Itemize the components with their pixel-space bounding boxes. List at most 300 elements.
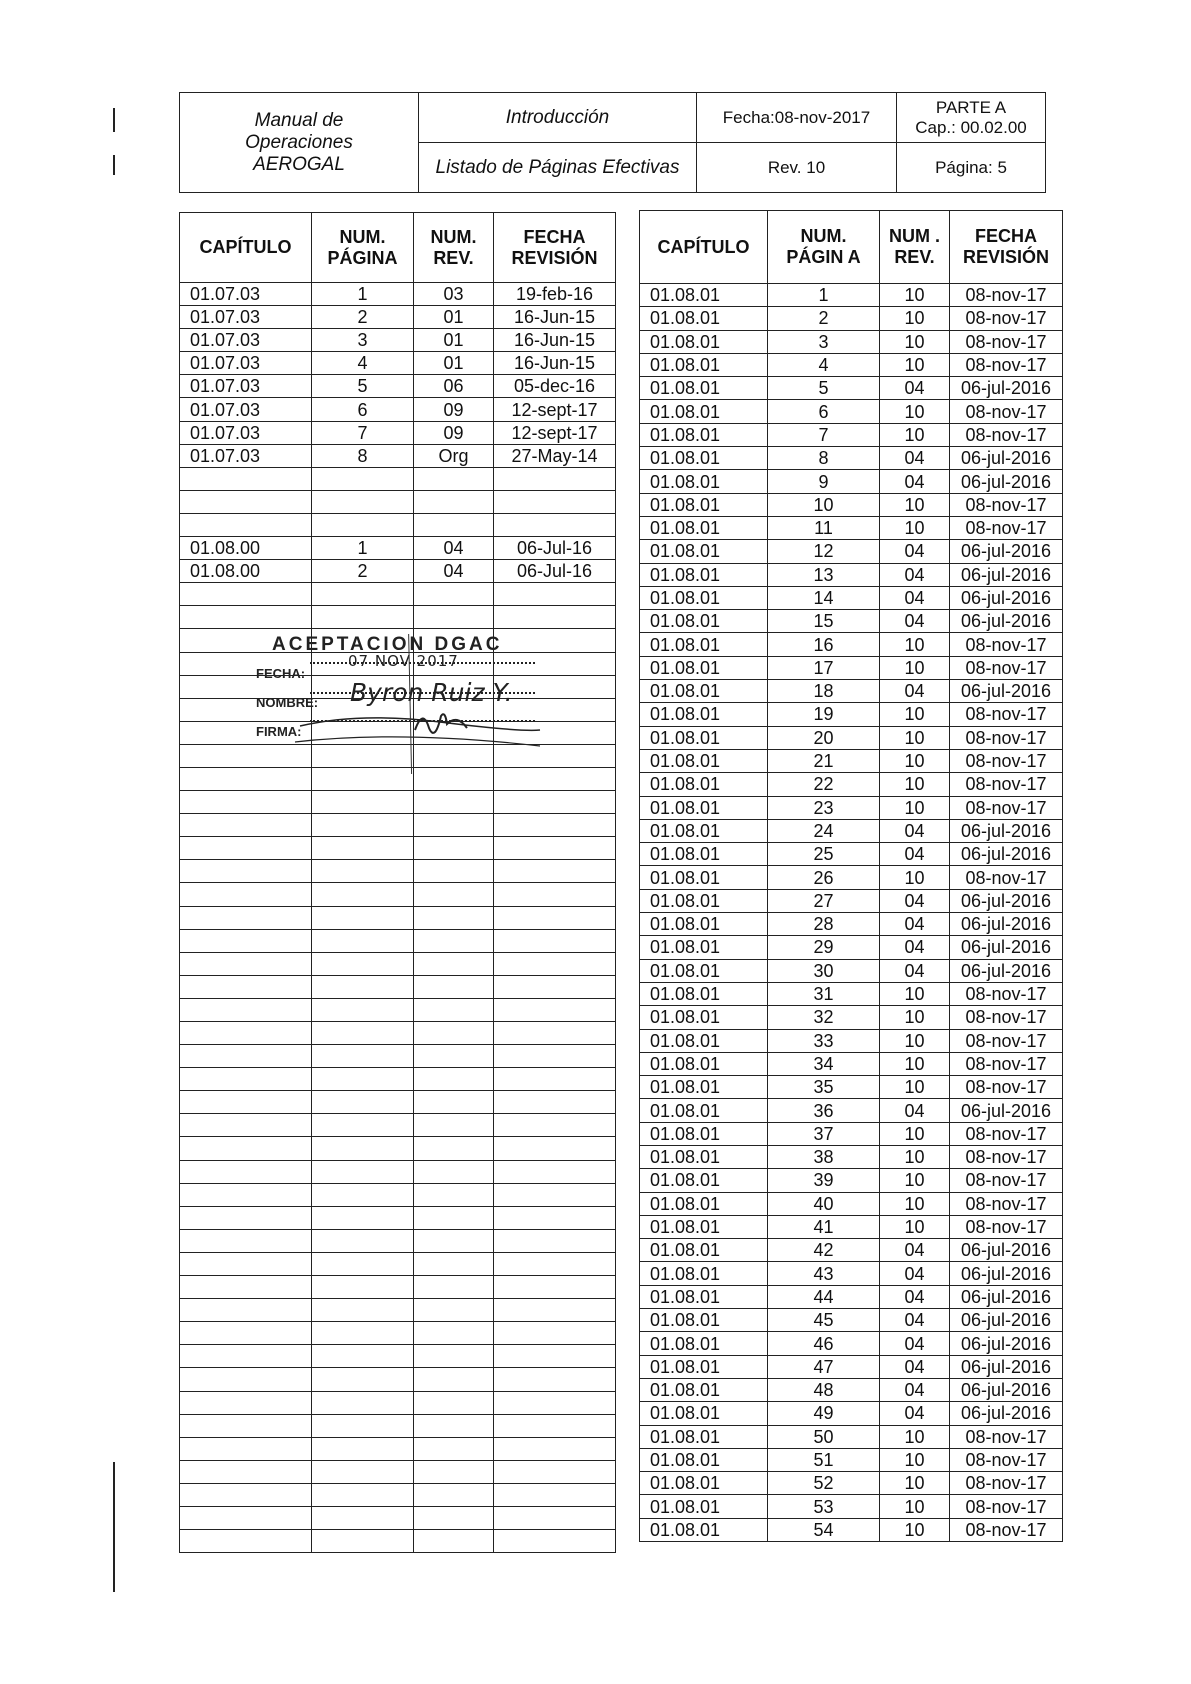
cell-fecha-revision: 06-jul-2016: [950, 377, 1063, 400]
part-chapter: [897, 93, 1046, 143]
cell-num-pagina: 44: [768, 1285, 880, 1308]
cell-num-pagina: 29: [768, 936, 880, 959]
cell-capitulo: 01.08.01: [640, 1169, 768, 1192]
cell-fecha-revision: [494, 1183, 616, 1206]
cell-num-pagina: 26: [768, 866, 880, 889]
cell-capitulo: 01.08.01: [640, 400, 768, 423]
cell-num-rev: [414, 1183, 494, 1206]
cell-num-rev: 10: [880, 749, 950, 772]
table-row: [640, 749, 1063, 772]
cell-num-rev: [414, 1530, 494, 1553]
cell-num-pagina: 24: [768, 819, 880, 842]
cell-num-rev: [414, 860, 494, 883]
cell-capitulo: [180, 883, 312, 906]
cell-num-rev: 04: [880, 540, 950, 563]
cell-fecha-revision: 08-nov-17: [950, 1145, 1063, 1168]
stamp-nombre-value: Byron Ruiz Y.: [350, 678, 513, 707]
cell-num-pagina: 22: [768, 773, 880, 796]
cell-num-rev: [414, 1091, 494, 1114]
cell-fecha-revision: 06-jul-2016: [950, 1285, 1063, 1308]
cell-num-rev: 09: [414, 421, 494, 444]
stamp-firma-label: FIRMA:: [256, 724, 302, 739]
cell-fecha-revision: [494, 814, 616, 837]
cell-num-rev: 10: [880, 423, 950, 446]
cell-fecha-revision: [494, 1322, 616, 1345]
cell-num-pagina: [312, 1276, 414, 1299]
cell-capitulo: [180, 952, 312, 975]
cell-fecha-revision: 08-nov-17: [950, 1495, 1063, 1518]
table-row: [180, 1252, 616, 1275]
cell-num-rev: [414, 1068, 494, 1091]
cell-capitulo: [180, 1506, 312, 1529]
stamp-fecha-label: FECHA:: [256, 666, 306, 681]
cell-num-rev: 10: [880, 866, 950, 889]
cell-num-pagina: 17: [768, 656, 880, 679]
cell-num-pagina: 16: [768, 633, 880, 656]
cell-num-pagina: 8: [768, 447, 880, 470]
cell-fecha-revision: 06-jul-2016: [950, 447, 1063, 470]
cell-num-rev: 04: [414, 537, 494, 560]
table-row: [640, 796, 1063, 819]
table-row: [180, 1414, 616, 1437]
table-row: [640, 307, 1063, 330]
cell-fecha-revision: 06-jul-2016: [950, 913, 1063, 936]
cell-capitulo: [180, 1229, 312, 1252]
cell-num-rev: 04: [880, 819, 950, 842]
cell-fecha-revision: [494, 1345, 616, 1368]
cell-num-rev: 10: [880, 703, 950, 726]
cell-capitulo: [180, 1414, 312, 1437]
cell-fecha-revision: 08-nov-17: [950, 1029, 1063, 1052]
cell-capitulo: 01.08.01: [640, 353, 768, 376]
table-row: [640, 1378, 1063, 1401]
cell-num-rev: [414, 1345, 494, 1368]
cell-capitulo: 01.08.01: [640, 1052, 768, 1075]
cell-num-pagina: [312, 1160, 414, 1183]
cell-capitulo: 01.08.01: [640, 656, 768, 679]
cell-num-rev: [414, 1391, 494, 1414]
cell-capitulo: [180, 975, 312, 998]
cell-num-pagina: 14: [768, 586, 880, 609]
cell-capitulo: [180, 1068, 312, 1091]
cell-capitulo: 01.08.01: [640, 1006, 768, 1029]
cell-fecha-revision: [494, 975, 616, 998]
cell-num-pagina: [312, 1091, 414, 1114]
cell-num-pagina: 33: [768, 1029, 880, 1052]
cell-num-pagina: 20: [768, 726, 880, 749]
cell-capitulo: [180, 1114, 312, 1137]
table-row: [180, 860, 616, 883]
cell-num-pagina: [312, 1183, 414, 1206]
table-row: [640, 1448, 1063, 1471]
cell-fecha-revision: 06-jul-2016: [950, 819, 1063, 842]
table-row: [640, 1145, 1063, 1168]
table-row: [180, 1530, 616, 1553]
cell-num-rev: 01: [414, 306, 494, 329]
cell-num-pagina: 10: [768, 493, 880, 516]
cell-capitulo: [180, 1460, 312, 1483]
cell-num-pagina: 15: [768, 610, 880, 633]
cell-num-rev: 10: [880, 1006, 950, 1029]
cell-num-rev: 10: [880, 1518, 950, 1541]
cell-num-pagina: 53: [768, 1495, 880, 1518]
table-row: [180, 375, 616, 398]
cell-num-pagina: 32: [768, 1006, 880, 1029]
table-row: [180, 560, 616, 583]
cell-fecha-revision: 08-nov-17: [950, 1448, 1063, 1471]
cell-num-rev: [414, 1322, 494, 1345]
table-row: [640, 1239, 1063, 1262]
cell-fecha-revision: 08-nov-17: [950, 656, 1063, 679]
cell-num-rev: [414, 929, 494, 952]
cell-capitulo: 01.08.01: [640, 866, 768, 889]
table-row: [640, 680, 1063, 703]
cell-num-pagina: 50: [768, 1425, 880, 1448]
cell-capitulo: [180, 837, 312, 860]
cell-fecha-revision: 08-nov-17: [950, 796, 1063, 819]
cell-capitulo: 01.08.01: [640, 470, 768, 493]
cell-num-pagina: [312, 1506, 414, 1529]
cell-num-pagina: [312, 975, 414, 998]
cell-capitulo: 01.08.01: [640, 1472, 768, 1495]
cell-capitulo: 01.08.01: [640, 1355, 768, 1378]
table-row: [640, 1076, 1063, 1099]
cell-num-pagina: [312, 606, 414, 629]
cell-capitulo: [180, 1299, 312, 1322]
cell-capitulo: 01.08.01: [640, 586, 768, 609]
cell-num-rev: 10: [880, 1169, 950, 1192]
cell-fecha-revision: 06-jul-2016: [950, 1239, 1063, 1262]
cell-fecha-revision: 08-nov-17: [950, 1215, 1063, 1238]
cell-capitulo: 01.08.01: [640, 889, 768, 912]
cell-capitulo: 01.08.01: [640, 1215, 768, 1238]
table-row: [180, 306, 616, 329]
col-num-rev: NUM. REV.: [414, 213, 494, 283]
table-row: [180, 952, 616, 975]
cell-num-rev: [414, 1137, 494, 1160]
table-row: [640, 1262, 1063, 1285]
table-row: [640, 330, 1063, 353]
cell-fecha-revision: [494, 1506, 616, 1529]
cell-num-pagina: 6: [768, 400, 880, 423]
table-row: [180, 1183, 616, 1206]
cell-capitulo: 01.08.01: [640, 1518, 768, 1541]
cell-capitulo: [180, 1045, 312, 1068]
cell-num-pagina: 54: [768, 1518, 880, 1541]
cell-capitulo: 01.08.01: [640, 377, 768, 400]
cell-num-pagina: 2: [312, 306, 414, 329]
cell-fecha-revision: 08-nov-17: [950, 423, 1063, 446]
cell-num-rev: 04: [880, 1309, 950, 1332]
cell-fecha-revision: [494, 998, 616, 1021]
table-row: [640, 284, 1063, 307]
cell-num-rev: [414, 1045, 494, 1068]
cell-fecha-revision: [494, 1137, 616, 1160]
section-title: Introducción: [419, 93, 697, 143]
cell-capitulo: [180, 906, 312, 929]
cell-num-pagina: 1: [768, 284, 880, 307]
table-row: [180, 513, 616, 536]
cell-fecha-revision: 08-nov-17: [950, 330, 1063, 353]
cell-num-rev: [414, 490, 494, 513]
cell-fecha-revision: 08-nov-17: [950, 284, 1063, 307]
cell-num-pagina: 4: [768, 353, 880, 376]
cell-capitulo: 01.08.01: [640, 959, 768, 982]
cell-num-rev: 10: [880, 1192, 950, 1215]
cell-num-rev: 10: [880, 353, 950, 376]
cell-num-rev: 04: [880, 563, 950, 586]
table-row: [640, 493, 1063, 516]
cell-num-pagina: 7: [312, 421, 414, 444]
table-row: [180, 791, 616, 814]
cell-fecha-revision: 12-sept-17: [494, 421, 616, 444]
cell-num-rev: 10: [880, 773, 950, 796]
cell-num-pagina: [312, 1252, 414, 1275]
stamp-fecha-value: 07 NOV 2017: [348, 652, 459, 670]
cell-capitulo: [180, 583, 312, 606]
cell-num-rev: 10: [880, 1425, 950, 1448]
chapter-label: Cap.: 00.02.00: [915, 117, 1027, 137]
table-row: [180, 1460, 616, 1483]
cell-num-pagina: 7: [768, 423, 880, 446]
cell-num-rev: [414, 1160, 494, 1183]
table-row: [180, 1137, 616, 1160]
cell-capitulo: 01.07.03: [180, 283, 312, 306]
cell-fecha-revision: [494, 1045, 616, 1068]
cell-capitulo: 01.08.01: [640, 1285, 768, 1308]
cell-capitulo: 01.08.01: [640, 843, 768, 866]
cell-capitulo: 01.07.03: [180, 398, 312, 421]
cell-capitulo: 01.08.01: [640, 284, 768, 307]
cell-fecha-revision: [494, 606, 616, 629]
cell-num-pagina: 36: [768, 1099, 880, 1122]
table-row: [180, 283, 616, 306]
cell-num-pagina: [312, 1530, 414, 1553]
cell-capitulo: 01.08.01: [640, 1495, 768, 1518]
cell-num-pagina: [312, 1460, 414, 1483]
cell-num-pagina: [312, 1137, 414, 1160]
cell-capitulo: [180, 1391, 312, 1414]
table-row: [180, 490, 616, 513]
cell-num-pagina: [312, 906, 414, 929]
cell-num-pagina: [312, 952, 414, 975]
cell-num-pagina: [312, 1414, 414, 1437]
table-row: [640, 1472, 1063, 1495]
cell-fecha-revision: 16-Jun-15: [494, 329, 616, 352]
cell-num-pagina: 46: [768, 1332, 880, 1355]
cell-num-rev: 04: [880, 586, 950, 609]
cell-num-pagina: 19: [768, 703, 880, 726]
cell-num-rev: 10: [880, 330, 950, 353]
cell-num-pagina: 2: [312, 560, 414, 583]
cell-capitulo: 01.08.01: [640, 1029, 768, 1052]
cell-num-rev: 04: [880, 1285, 950, 1308]
cell-capitulo: 01.08.01: [640, 493, 768, 516]
cell-capitulo: [180, 1530, 312, 1553]
table-row: [640, 563, 1063, 586]
table-row: [640, 1285, 1063, 1308]
cell-fecha-revision: 06-jul-2016: [950, 843, 1063, 866]
manual-title: Manual de Operaciones AEROGAL: [180, 93, 419, 193]
table-row: [180, 1391, 616, 1414]
cell-num-rev: 10: [880, 1076, 950, 1099]
table-row: [180, 467, 616, 490]
cell-fecha-revision: [494, 1022, 616, 1045]
cell-fecha-revision: 08-nov-17: [950, 1425, 1063, 1448]
cell-capitulo: 01.07.03: [180, 444, 312, 467]
cell-fecha-revision: [494, 1414, 616, 1437]
cell-fecha-revision: 08-nov-17: [950, 1006, 1063, 1029]
table-row: [640, 1309, 1063, 1332]
cell-num-pagina: [312, 1299, 414, 1322]
cell-num-rev: [414, 1483, 494, 1506]
table-row: [640, 1122, 1063, 1145]
col-capitulo: CAPÍTULO: [640, 211, 768, 284]
cell-num-pagina: [312, 1206, 414, 1229]
cell-num-rev: 04: [880, 1099, 950, 1122]
cell-num-pagina: 4: [312, 352, 414, 375]
cell-fecha-revision: [494, 513, 616, 536]
cell-fecha-revision: 16-Jun-15: [494, 352, 616, 375]
cell-num-rev: 04: [880, 1262, 950, 1285]
cell-num-pagina: [312, 998, 414, 1021]
table-row: [640, 913, 1063, 936]
edge-mark: [113, 155, 115, 175]
cell-num-pagina: [312, 1483, 414, 1506]
cell-num-rev: 10: [880, 1145, 950, 1168]
list-subtitle: Listado de Páginas Efectivas: [419, 143, 697, 193]
cell-num-pagina: 48: [768, 1378, 880, 1401]
cell-fecha-revision: 06-jul-2016: [950, 936, 1063, 959]
cell-num-pagina: 28: [768, 913, 880, 936]
cell-num-rev: [414, 1299, 494, 1322]
cell-num-rev: 03: [414, 283, 494, 306]
cell-fecha-revision: [494, 1391, 616, 1414]
cell-num-pagina: 18: [768, 680, 880, 703]
cell-fecha-revision: 08-nov-17: [950, 1518, 1063, 1541]
cell-num-rev: [414, 1276, 494, 1299]
cell-num-rev: 04: [880, 1402, 950, 1425]
cell-num-pagina: 43: [768, 1262, 880, 1285]
cell-num-pagina: 38: [768, 1145, 880, 1168]
cell-num-rev: [414, 606, 494, 629]
table-row: [640, 1006, 1063, 1029]
cell-capitulo: 01.08.01: [640, 1309, 768, 1332]
cell-num-pagina: 27: [768, 889, 880, 912]
left-pages-table: [179, 212, 616, 1553]
cell-capitulo: [180, 1091, 312, 1114]
cell-fecha-revision: [494, 1299, 616, 1322]
table-row: [180, 1506, 616, 1529]
cell-capitulo: 01.07.03: [180, 352, 312, 375]
cell-fecha-revision: 08-nov-17: [950, 1472, 1063, 1495]
cell-num-rev: 10: [880, 516, 950, 539]
cell-fecha-revision: 08-nov-17: [950, 400, 1063, 423]
table-row: [180, 998, 616, 1021]
cell-capitulo: 01.08.01: [640, 1332, 768, 1355]
edge-mark: [113, 1462, 115, 1592]
cell-num-rev: [414, 837, 494, 860]
cell-capitulo: [180, 606, 312, 629]
cell-num-pagina: [312, 791, 414, 814]
table-row: [180, 1368, 616, 1391]
cell-fecha-revision: [494, 1530, 616, 1553]
cell-num-rev: [414, 975, 494, 998]
table-row: [640, 1169, 1063, 1192]
cell-fecha-revision: 06-jul-2016: [950, 1099, 1063, 1122]
cell-fecha-revision: 12-sept-17: [494, 398, 616, 421]
cell-num-pagina: [312, 1229, 414, 1252]
cell-num-pagina: [312, 513, 414, 536]
table-row: [640, 1099, 1063, 1122]
table-row: [640, 1029, 1063, 1052]
col-fecha-revision: FECHA REVISIÓN: [494, 213, 616, 283]
cell-capitulo: 01.08.01: [640, 1378, 768, 1401]
cell-capitulo: 01.08.01: [640, 610, 768, 633]
table-row: [180, 1091, 616, 1114]
cell-capitulo: [180, 1345, 312, 1368]
cell-num-rev: 10: [880, 400, 950, 423]
table-row: [640, 400, 1063, 423]
cell-capitulo: 01.08.01: [640, 1448, 768, 1471]
cell-fecha-revision: 06-Jul-16: [494, 560, 616, 583]
cell-fecha-revision: [494, 883, 616, 906]
cell-capitulo: 01.07.03: [180, 306, 312, 329]
cell-num-rev: 04: [880, 377, 950, 400]
cell-capitulo: 01.07.03: [180, 329, 312, 352]
page-number: Página: 5: [897, 143, 1046, 193]
cell-capitulo: 01.08.01: [640, 1099, 768, 1122]
cell-num-rev: [414, 952, 494, 975]
cell-capitulo: 01.08.01: [640, 1239, 768, 1262]
cell-capitulo: 01.07.03: [180, 421, 312, 444]
table-row: [640, 423, 1063, 446]
cell-num-pagina: 11: [768, 516, 880, 539]
cell-num-rev: 10: [880, 307, 950, 330]
cell-capitulo: 01.08.01: [640, 749, 768, 772]
table-row: [180, 1322, 616, 1345]
cell-capitulo: [180, 860, 312, 883]
cell-num-rev: [414, 883, 494, 906]
col-num-rev: NUM . REV.: [880, 211, 950, 284]
table-row: [180, 329, 616, 352]
cell-num-rev: 04: [880, 936, 950, 959]
revision-number: Rev. 10: [697, 143, 897, 193]
cell-num-rev: 04: [880, 1378, 950, 1401]
cell-num-pagina: [312, 883, 414, 906]
cell-num-rev: 01: [414, 352, 494, 375]
table-row: [640, 1052, 1063, 1075]
stamp-title: ACEPTACION DGAC: [272, 634, 503, 655]
cell-num-pagina: 49: [768, 1402, 880, 1425]
table-row: [180, 1437, 616, 1460]
cell-capitulo: 01.08.01: [640, 516, 768, 539]
cell-fecha-revision: [494, 837, 616, 860]
table-row: [180, 975, 616, 998]
cell-capitulo: 01.08.01: [640, 1262, 768, 1285]
cell-fecha-revision: [494, 1160, 616, 1183]
table-row: [180, 421, 616, 444]
cell-capitulo: 01.08.01: [640, 1192, 768, 1215]
table-row: [180, 606, 616, 629]
cell-capitulo: 01.08.01: [640, 913, 768, 936]
cell-num-rev: 10: [880, 982, 950, 1005]
table-row: [640, 656, 1063, 679]
cell-capitulo: 01.08.01: [640, 447, 768, 470]
cell-fecha-revision: 08-nov-17: [950, 1076, 1063, 1099]
cell-num-rev: 10: [880, 656, 950, 679]
cell-num-rev: [414, 1414, 494, 1437]
